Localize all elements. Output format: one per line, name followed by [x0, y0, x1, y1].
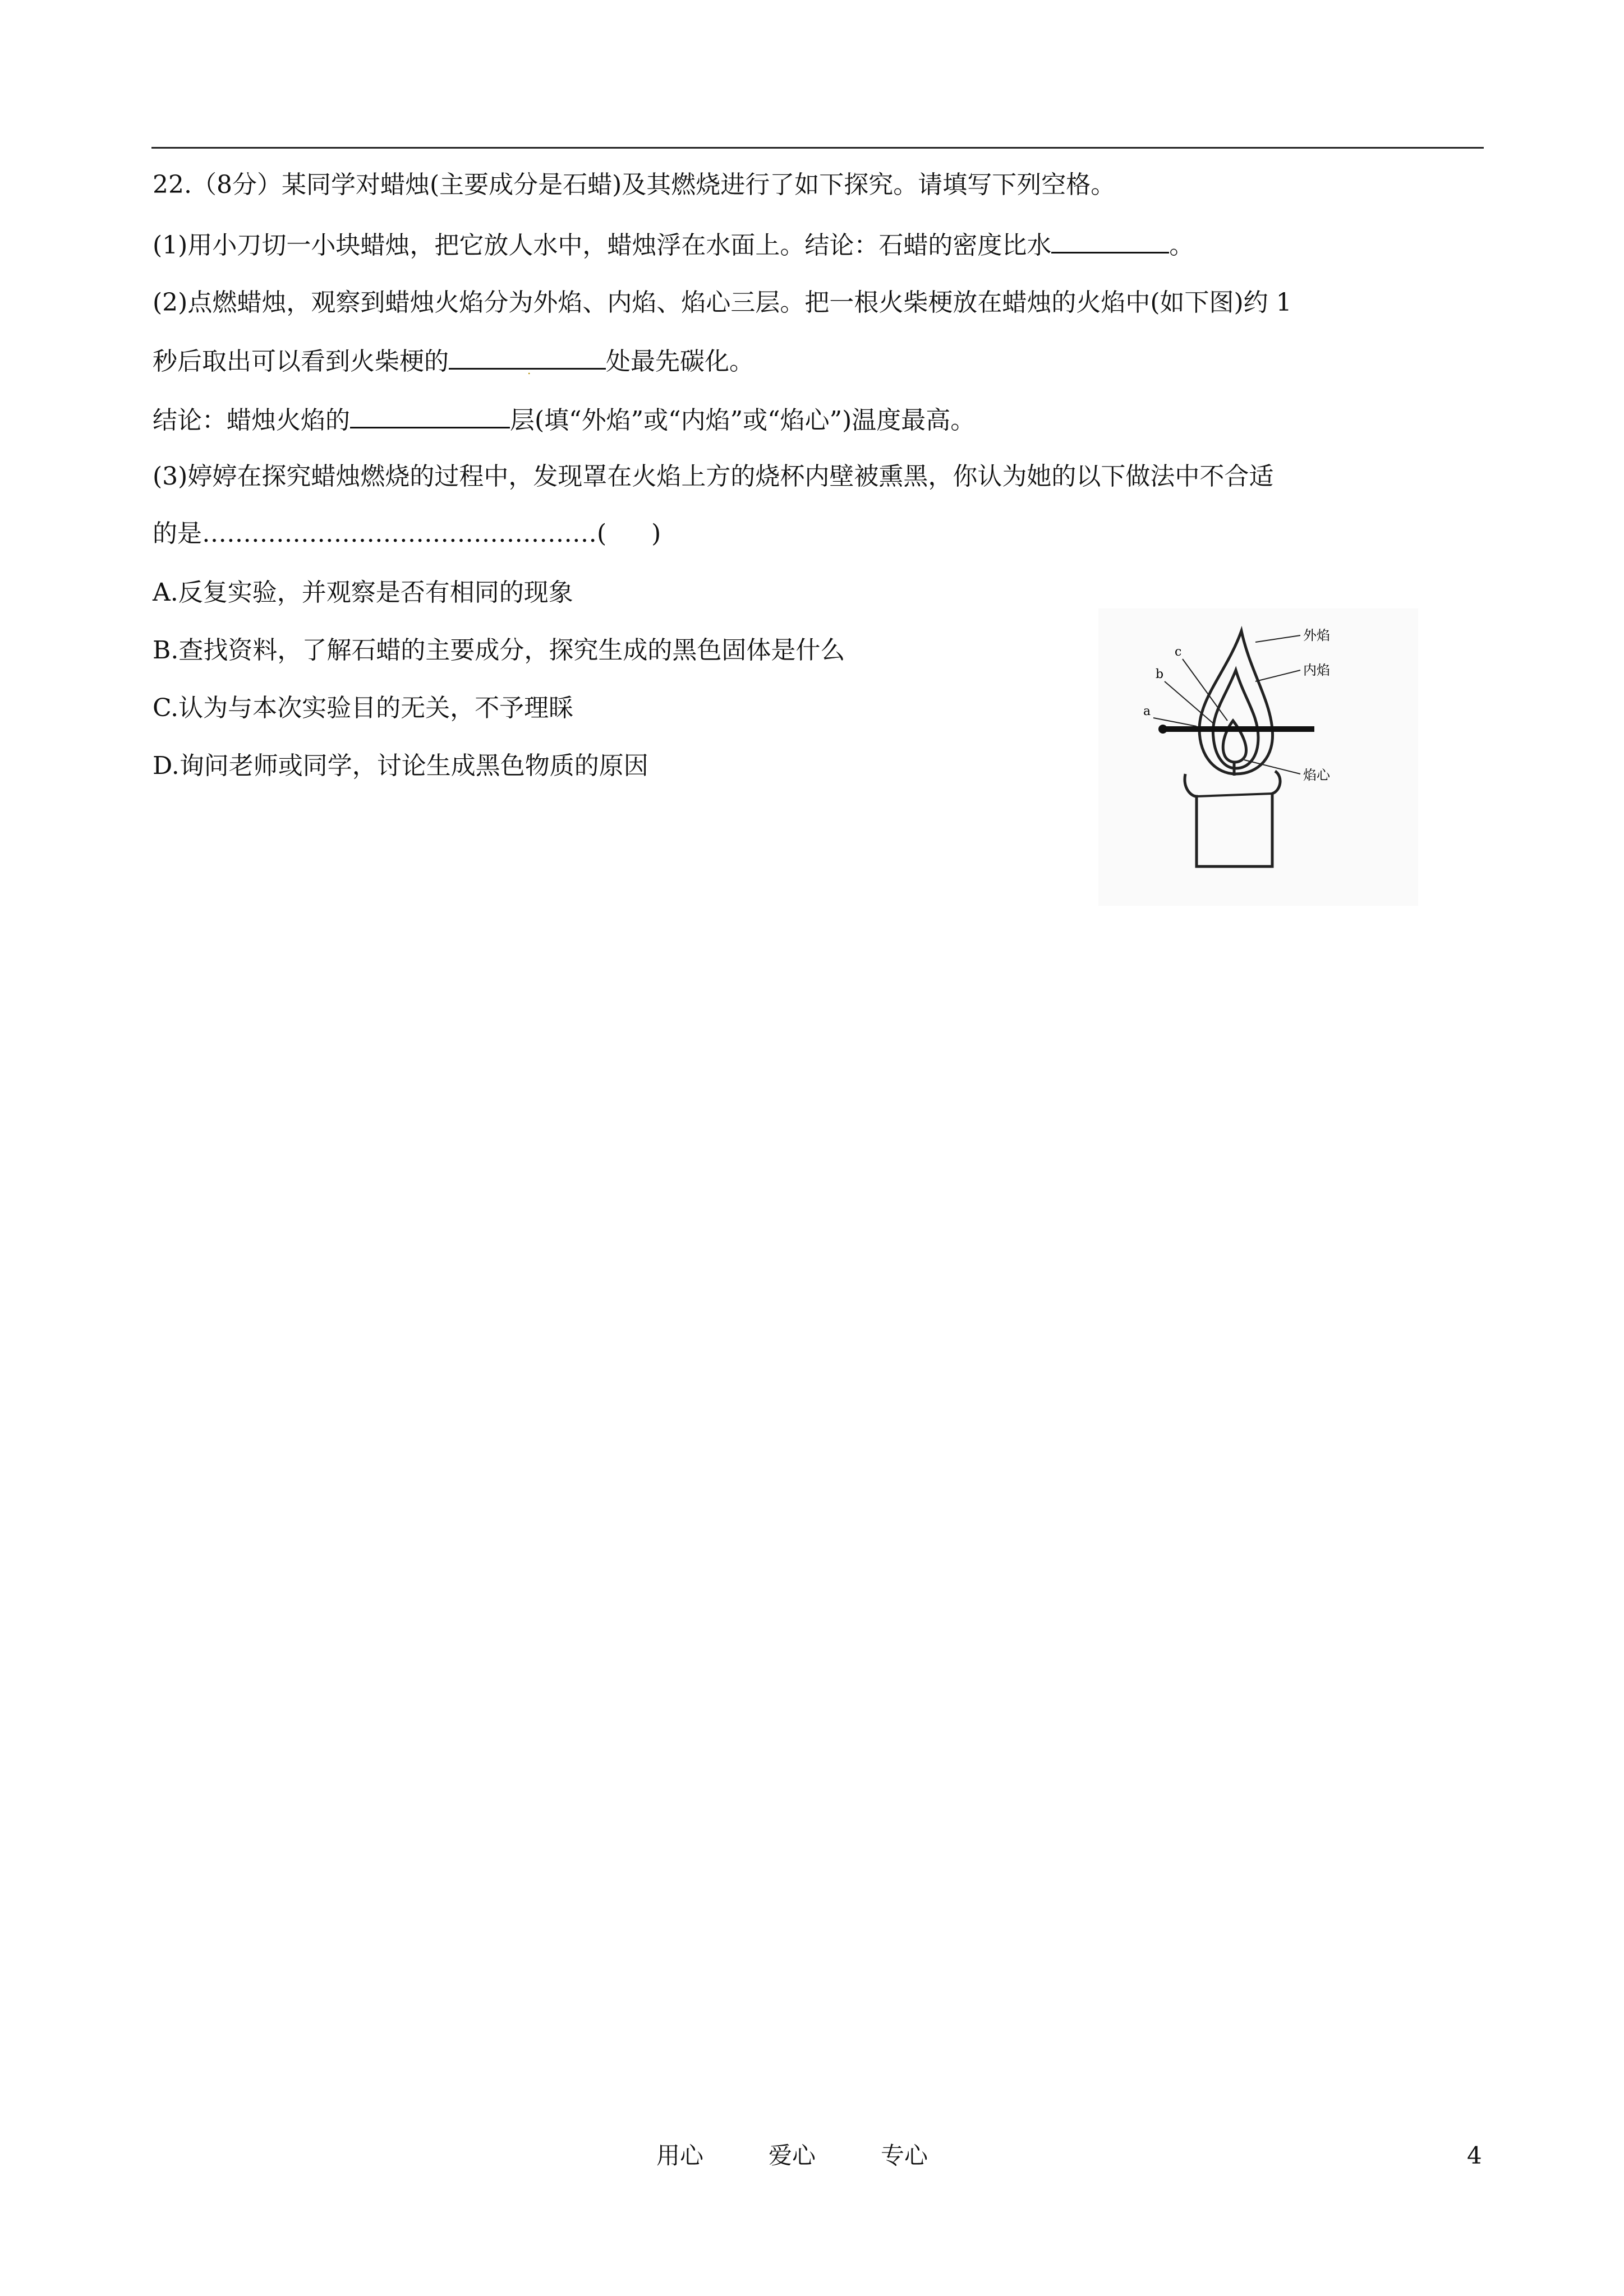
option-c-text: C.认为与本次实验目的无关，不予理睬 [153, 694, 574, 722]
part3-line1: (3)婷婷在探究蜡烛燃烧的过程中，发现罩在火焰上方的烧杯内壁被熏黑，你认为她的以下做法中不合适 [153, 462, 1274, 491]
label-outer-flame: 外焰 [1303, 628, 1330, 643]
candle-flame-diagram [1098, 608, 1418, 906]
part2-text: 秒后取出可以看到火柴梗的 [153, 347, 449, 376]
density-blank[interactable] [1051, 227, 1169, 253]
part1-line [153, 227, 1194, 262]
label-a: a [1143, 704, 1151, 718]
part1-end: 。 [1169, 231, 1194, 260]
conclusion-line [153, 402, 975, 437]
option-a: A.反复实验，并观察是否有相同的现象 [153, 578, 573, 607]
conclusion-end: 层(填“外焰”或“内焰”或“焰心”)温度最高。 [510, 406, 976, 435]
carbonize-position-blank[interactable]: . [449, 343, 606, 370]
part2-line1: (2)点燃蜡烛，观察到蜡烛火焰分为外焰、内焰、焰心三层。把一根火柴梗放在蜡烛的火焰中(如下图)约 1 [153, 288, 1292, 317]
option-c [153, 691, 573, 725]
question-header: 22.（8分）某同学对蜡烛(主要成分是石蜡)及其燃烧进行了如下探究。请填写下列空格。 [153, 170, 1116, 199]
footer-motto-1: 用心 [656, 2142, 704, 2169]
label-b: b [1156, 667, 1164, 681]
option-d: D.询问老师或同学，讨论生成黑色物质的原因 [153, 751, 648, 780]
part2-end: 处最先碳化。 [606, 347, 754, 376]
header-rule [151, 147, 1484, 149]
label-flame-core: 焰心 [1303, 767, 1330, 783]
part2-line2 [153, 343, 754, 379]
part3-line2 [153, 517, 661, 551]
part3-paren-close: ) [651, 519, 661, 548]
option-b: B.查找资料，了解石蜡的主要成分，探究生成的黑色固体是什么 [153, 636, 845, 665]
footer-motto-3: 专心 [881, 2142, 928, 2169]
part3-text: 的是…………………………………………( [153, 519, 607, 548]
candle-flame-figure [1098, 608, 1418, 906]
hottest-layer-blank[interactable] [350, 402, 510, 428]
part1-text: (1)用小刀切一小块蜡烛，把它放人水中，蜡烛浮在水面上。结论：石蜡的密度比水 [153, 231, 1052, 260]
conclusion-text: 结论：蜡烛火焰的 [153, 406, 350, 435]
label-inner-flame: 内焰 [1303, 662, 1330, 678]
footer-motto-2: 爱心 [769, 2142, 816, 2169]
label-c: c [1175, 645, 1182, 659]
page-number: 4 [1467, 2142, 1482, 2169]
